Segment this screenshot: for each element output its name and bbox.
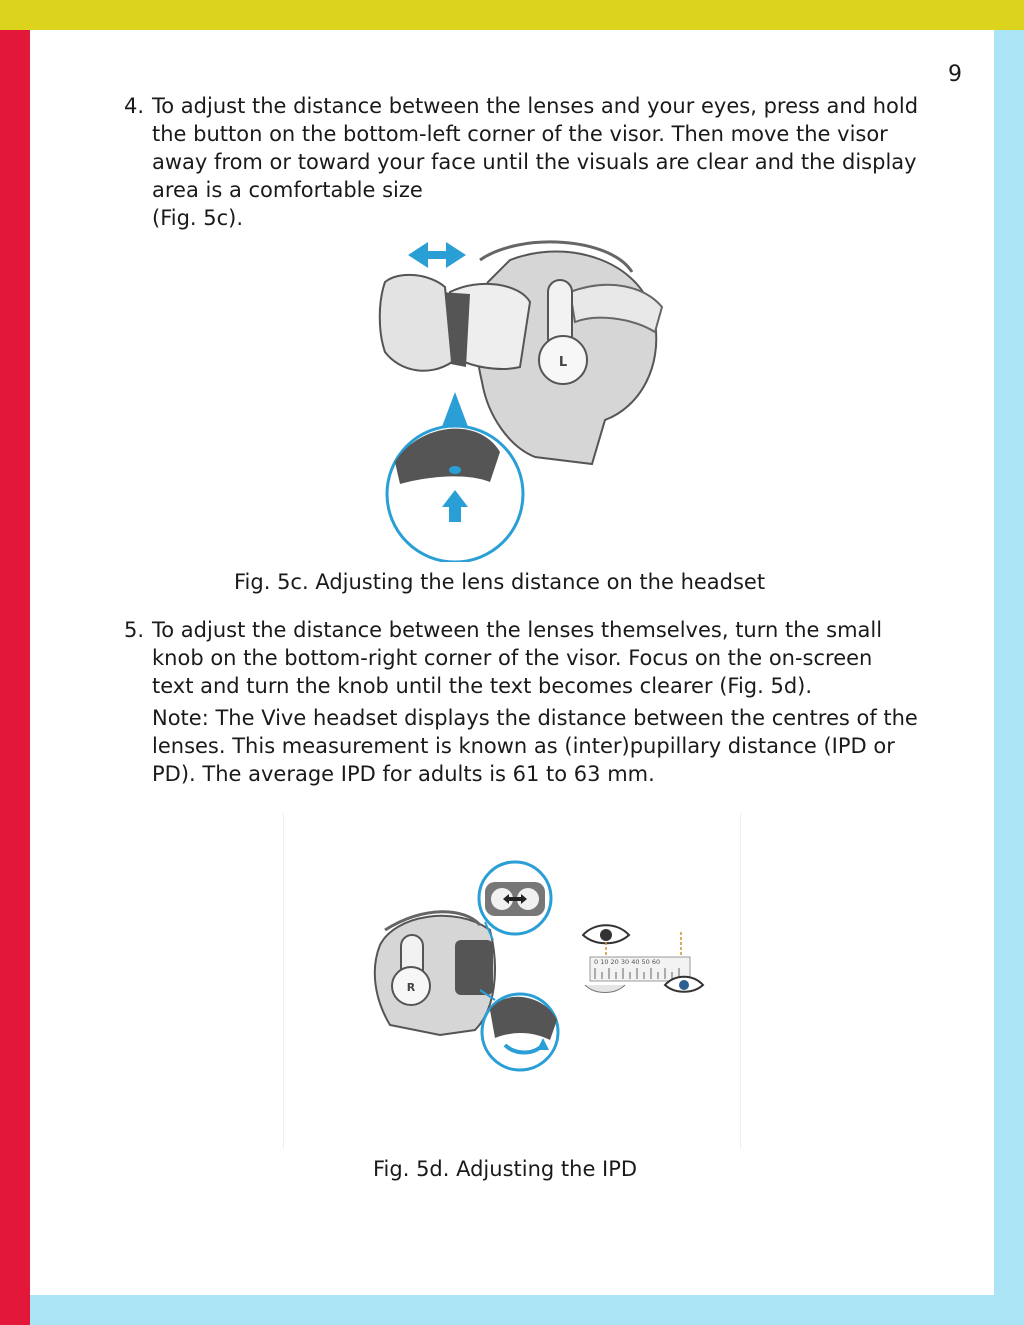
note-line: Note: The Vive headset displays the distance between the centres of the [152, 706, 918, 730]
figure-5d-caption: Fig. 5d. Adjusting the IPD [373, 1157, 638, 1181]
hand-shape [380, 275, 452, 371]
figure-5c-illustration [370, 232, 670, 562]
text-line: knob on the bottom-right corner of the visor. Focus on the on-screen [152, 646, 873, 670]
top-color-bar [0, 0, 1024, 30]
note-line: lenses. This measurement is known as (inter)pupillary distance (IPD or [152, 734, 895, 758]
step-text [152, 616, 954, 788]
note-line: PD). The average IPD for adults is 61 to 63 mm. [152, 762, 655, 786]
visor-closeup [395, 429, 500, 484]
step-number: 4. [124, 94, 145, 118]
text-line: the button on the bottom-left corner of the visor. Then move the visor [152, 122, 888, 146]
text-line: area is a comfortable size [152, 178, 423, 202]
ruler-labels: 0 10 20 30 40 50 60 [594, 958, 661, 966]
text-line: text and turn the knob until the text becomes clearer (Fig. 5d). [152, 674, 813, 698]
text-line: To adjust the distance between the lenses themselves, turn the small [152, 618, 883, 642]
lens-marker: L [558, 355, 568, 370]
text-line: (Fig. 5c). [152, 206, 244, 230]
step-text [152, 92, 954, 232]
figure-5c-caption: Fig. 5c. Adjusting the lens distance on the headset [234, 570, 766, 594]
step-number: 5. [124, 618, 145, 642]
step-5 [124, 616, 954, 788]
text-line: To adjust the distance between the lenses and your eyes, press and hold [152, 94, 919, 118]
button-closeup [449, 466, 461, 474]
double-arrow-icon [408, 242, 466, 268]
lens-arc [585, 985, 625, 993]
note [152, 704, 954, 788]
right-color-bar [994, 30, 1024, 1325]
figure-5d-illustration [345, 860, 715, 1075]
page-number: 9 [948, 62, 962, 87]
step-4 [124, 92, 954, 232]
bottom-color-bar [30, 1295, 994, 1325]
visor-front [455, 940, 493, 995]
left-color-bar [0, 30, 30, 1325]
eye-icon [583, 925, 629, 943]
lens-marker: R [406, 981, 416, 994]
text-line: away from or toward your face until the visuals are clear and the display [152, 150, 917, 174]
